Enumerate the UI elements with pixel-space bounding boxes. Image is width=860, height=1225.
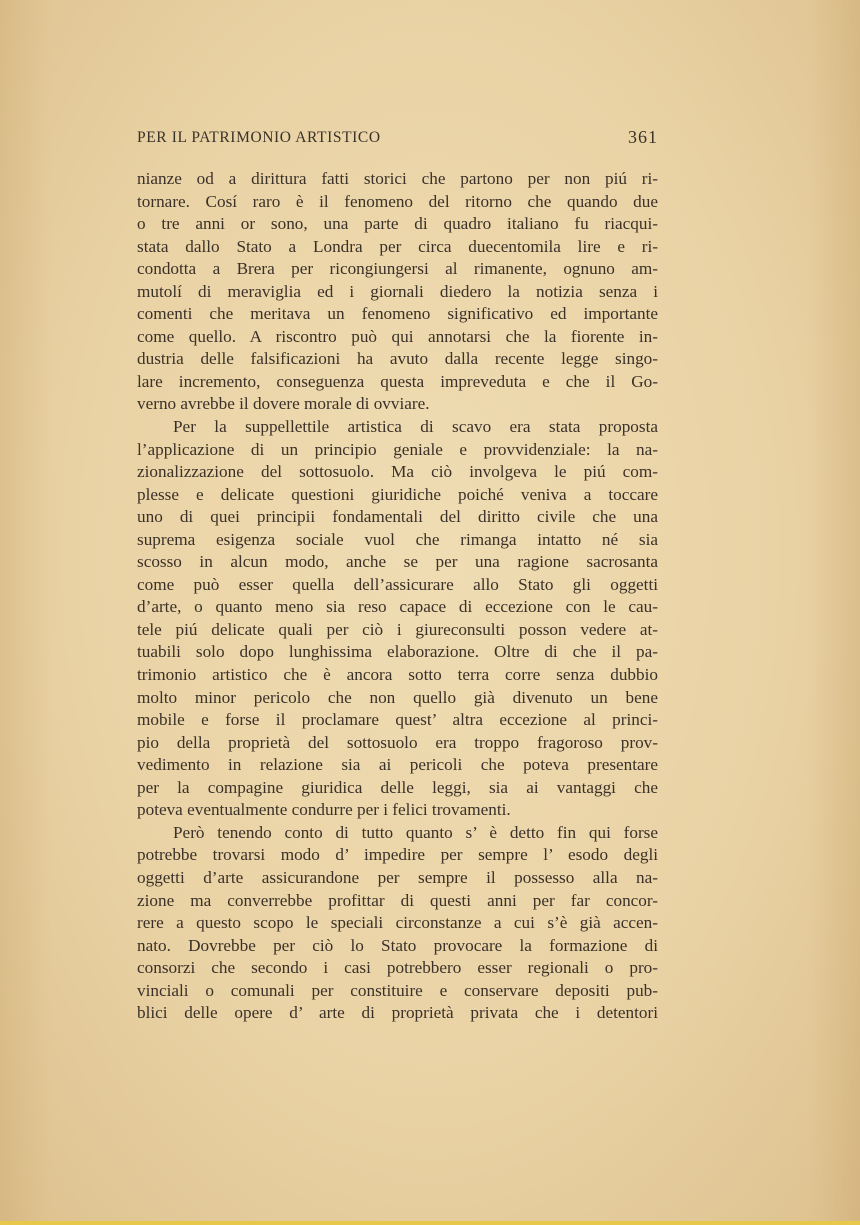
text-line: tornare. Cosí raro è il fenomeno del ritorno che quando due	[137, 191, 658, 211]
text-line: poteva eventualmente condurre per i felici trovamenti.	[137, 800, 511, 820]
page-bottom-edge	[0, 1221, 860, 1225]
text-line: stata dallo Stato a Londra per circa duecentomila lire e ri-	[137, 236, 658, 256]
text-line: comenti che meritava un fenomeno significativo ed importante	[137, 304, 658, 324]
body-text	[137, 168, 658, 1025]
text-line: tuabili solo dopo lunghissima elaborazione. Oltre di che il pa-	[137, 642, 658, 662]
text-line: l’applicazione di un principio geniale e provvidenziale: la na-	[137, 439, 658, 459]
text-line: zione ma converrebbe profittar di questi anni per far concor-	[137, 890, 658, 910]
text-line: dustria delle falsificazioni ha avuto dalla recente legge singo-	[137, 349, 658, 369]
page-number: 361	[628, 127, 658, 147]
text-line: suprema esigenza sociale vuol che rimanga intatto né sia	[137, 529, 658, 549]
text-line: vinciali o comunali per constituire e conservare depositi pub-	[137, 980, 658, 1000]
text-line: molto minor pericolo che non quello già divenuto un bene	[137, 687, 658, 707]
text-line: plesse e delicate questioni giuridiche poiché veniva a toccare	[137, 484, 658, 504]
text-line: tele piú delicate quali per ciò i giureconsulti posson vedere at-	[137, 619, 658, 639]
text-line: potrebbe trovarsi modo d’ impedire per sempre l’ esodo degli	[137, 845, 658, 865]
text-line: nianze od a dirittura fatti storici che partono per non piú ri-	[137, 169, 658, 188]
text-line: come può esser quella dell’assicurare allo Stato gli oggetti	[137, 574, 658, 594]
text-line: rere a questo scopo le speciali circonstanze a cui s’è già accen-	[137, 913, 658, 933]
text-line: consorzi che secondo i casi potrebbero esser regionali o pro-	[137, 958, 658, 978]
text-line: mutolí di meraviglia ed i giornali diedero la notizia senza i	[137, 281, 658, 301]
text-line: condotta a Brera per ricongiungersi al rimanente, ognuno am-	[137, 259, 658, 279]
text-line: trimonio artistico che è ancora sotto terra corre senza dubbio	[137, 665, 658, 685]
text-line: zionalizzazione del sottosuolo. Ma ciò involgeva le piú com-	[137, 462, 658, 482]
text-line: Per la suppellettile artistica di scavo era stata proposta	[173, 417, 658, 437]
running-header	[137, 127, 658, 153]
text-line: o tre anni or sono, una parte di quadro italiano fu riacqui-	[137, 214, 658, 234]
text-line: lare incremento, conseguenza questa impreveduta e che il Go-	[137, 371, 658, 391]
text-line: Però tenendo conto di tutto quanto s’ è detto fin qui forse	[173, 822, 658, 842]
text-line: mobile e forse il proclamare quest’ altra eccezione al princi-	[137, 710, 658, 730]
text-line: uno di quei principii fondamentali del diritto civile che una	[137, 507, 658, 527]
running-title: PER IL PATRIMONIO ARTISTICO	[137, 129, 381, 146]
text-line: come quello. A riscontro può qui annotarsi che la fiorente in-	[137, 326, 658, 346]
text-line: nato. Dovrebbe per ciò lo Stato provocare la formazione di	[137, 935, 658, 955]
text-line: scosso in alcun modo, anche se per una ragione sacrosanta	[137, 552, 658, 572]
text-line: pio della proprietà del sottosuolo era troppo fragoroso prov-	[137, 732, 658, 752]
text-line: vedimento in relazione sia ai pericoli che poteva presentare	[137, 755, 658, 775]
text-line: d’arte, o quanto meno sia reso capace di eccezione con le cau-	[137, 597, 658, 617]
text-line: per la compagine giuridica delle leggi, sia ai vantaggi che	[137, 777, 658, 797]
text-line: blici delle opere d’ arte di proprietà privata che i detentori	[137, 1003, 658, 1023]
text-line: verno avrebbe il dovere morale di ovviare.	[137, 394, 430, 414]
text-line: oggetti d’arte assicurandone per sempre il possesso alla na-	[137, 867, 658, 887]
